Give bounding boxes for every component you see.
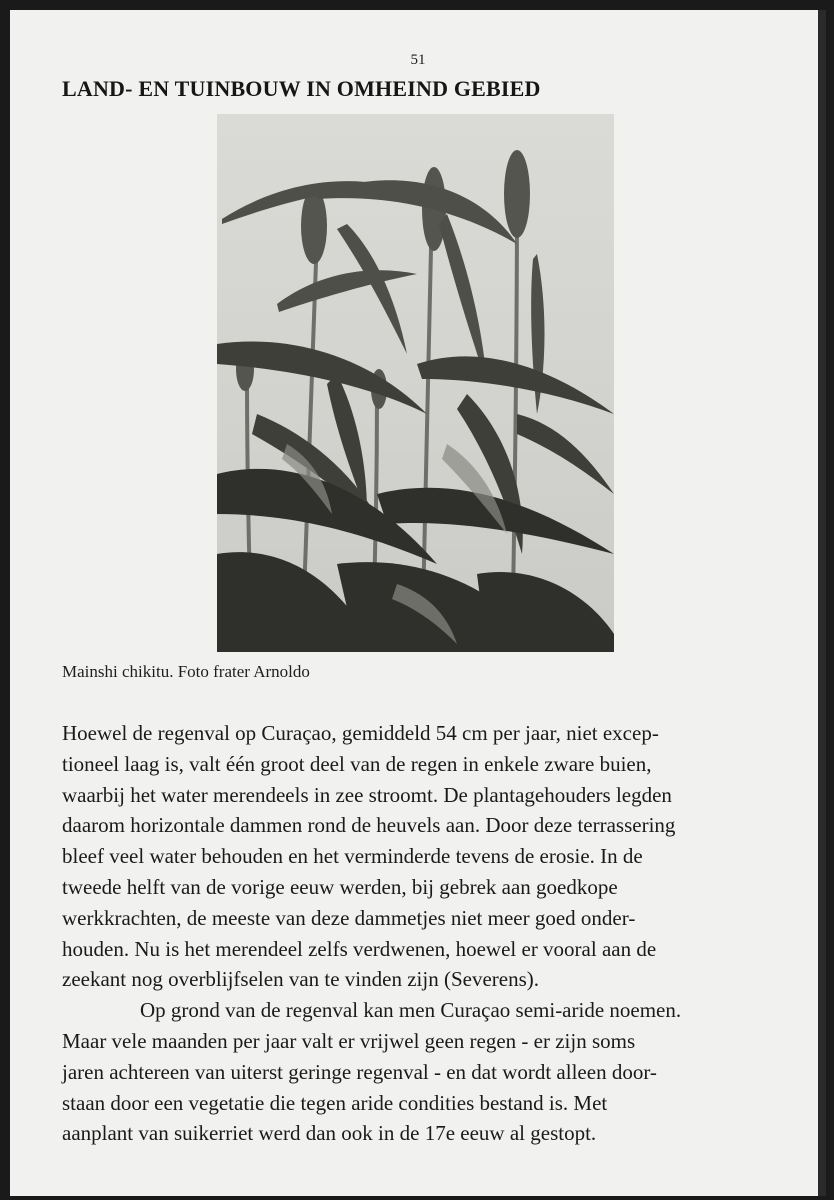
- body-text: [62, 718, 782, 1149]
- body-line: houden. Nu is het merendeel zelfs verdwenen, hoewel er vooral aan de: [62, 936, 657, 961]
- photo-of-sorghum-plants: [217, 114, 614, 652]
- body-line: daarom horizontale dammen rond de heuvels aan. Door deze terrassering: [62, 813, 676, 838]
- figure-caption: Mainshi chikitu. Foto frater Arnoldo: [62, 662, 310, 681]
- body-line: Hoewel de regenval op Curaçao, gemiddeld 54 cm per jaar, niet excep-: [62, 721, 659, 745]
- body-line: werkkrachten, de meeste van deze dammetjes niet meer goed onder-: [62, 905, 636, 930]
- body-line: Maar vele maanden per jaar valt er vrijwel geen regen - er zijn soms: [62, 1028, 636, 1053]
- body-line: zeekant nog overblijfselen van te vinden zijn (Severens).: [62, 967, 539, 992]
- body-line: aanplant van suikerriet werd dan ook in de 17e eeuw al gestopt.: [62, 1121, 597, 1146]
- body-line: tweede helft van de vorige eeuw werden, bij gebrek aan goedkope: [62, 874, 618, 899]
- page-heading: LAND- EN TUINBOUW IN OMHEIND GEBIED: [62, 76, 541, 101]
- body-line: staan door een vegetatie die tegen aride condities bestand is. Met: [62, 1090, 608, 1115]
- body-line: jaren achtereen van uiterst geringe regenval - en dat wordt alleen door-: [62, 1059, 657, 1084]
- body-line: tioneel laag is, valt één groot deel van de regen in enkele zware buien,: [62, 751, 652, 776]
- page-edge: [818, 10, 826, 1196]
- body-line: bleef veel water behouden en het verminderde tevens de erosie. In de: [62, 844, 643, 869]
- document-page: [10, 10, 826, 1196]
- body-line: Op grond van de regenval kan men Curaçao semi-aride noemen.: [140, 998, 682, 1023]
- page-number: 51: [410, 52, 426, 68]
- body-line: waarbij het water merendeels in zee stroomt. De plantagehouders legden: [62, 782, 672, 807]
